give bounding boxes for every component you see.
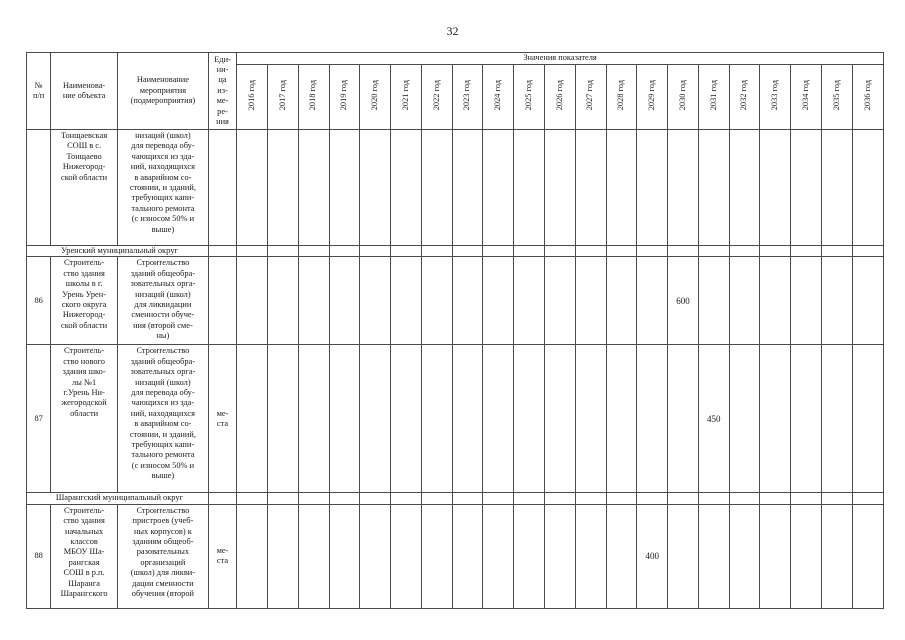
value-cell xyxy=(360,345,391,493)
section-empty-cell xyxy=(514,246,545,257)
header-year-label: 2030 год xyxy=(677,80,687,111)
value-cell xyxy=(575,257,606,345)
unit-cell: ме- ста xyxy=(208,345,236,493)
value-cell xyxy=(575,345,606,493)
section-empty-cell xyxy=(237,246,268,257)
value-cell xyxy=(483,257,514,345)
value-cell xyxy=(329,257,360,345)
value-cell xyxy=(452,504,483,608)
header-year-cell xyxy=(452,65,483,130)
header-year-label: 2035 год xyxy=(831,80,841,111)
table-row xyxy=(27,257,884,345)
value-cell xyxy=(360,257,391,345)
header-year-label: 2033 год xyxy=(770,80,780,111)
event-name-cell: Строительство пристроев (учеб- ных корпусов) к зданиям общеоб- разовательных организаций (школ) для ликви- дации сменности обучения (второй xyxy=(117,504,208,608)
section-empty-cell xyxy=(760,493,791,504)
section-empty-cell xyxy=(822,246,853,257)
header-year-label: 2022 год xyxy=(431,80,441,111)
row-number-cell xyxy=(27,130,51,246)
value-cell xyxy=(822,130,853,246)
value-cell xyxy=(391,345,422,493)
value-cell xyxy=(760,345,791,493)
value-cell xyxy=(852,345,883,493)
value-cell xyxy=(760,257,791,345)
value-cell xyxy=(483,345,514,493)
header-year-label: 2018 год xyxy=(308,80,318,111)
value-cell xyxy=(237,130,268,246)
header-year-cell xyxy=(852,65,883,130)
value-cell xyxy=(237,257,268,345)
header-year-label: 2016 год xyxy=(246,80,256,111)
value-cell xyxy=(391,257,422,345)
header-year-cell xyxy=(514,65,545,130)
value-cell xyxy=(514,345,545,493)
value-cell xyxy=(606,504,637,608)
value-cell xyxy=(514,257,545,345)
value-cell xyxy=(298,130,329,246)
section-empty-cell xyxy=(237,493,268,504)
section-empty-cell xyxy=(698,493,729,504)
section-row xyxy=(27,246,884,257)
value-cell xyxy=(852,257,883,345)
value-cell xyxy=(452,257,483,345)
header-year-cell xyxy=(575,65,606,130)
header-year-cell xyxy=(298,65,329,130)
value-cell xyxy=(360,130,391,246)
indicator-table xyxy=(26,52,884,609)
section-empty-cell xyxy=(637,246,668,257)
table-row xyxy=(27,130,884,246)
value-cell xyxy=(237,345,268,493)
value-cell xyxy=(267,130,298,246)
header-year-label: 2028 год xyxy=(616,80,626,111)
value-cell xyxy=(575,504,606,608)
header-year-label: 2026 год xyxy=(554,80,564,111)
section-empty-cell xyxy=(544,246,575,257)
section-empty-cell xyxy=(606,493,637,504)
value-cell: 450 xyxy=(698,345,729,493)
section-empty-cell xyxy=(452,493,483,504)
unit-cell xyxy=(208,130,236,246)
header-year-cell xyxy=(237,65,268,130)
value-cell xyxy=(452,130,483,246)
section-empty-cell xyxy=(575,246,606,257)
section-empty-cell xyxy=(637,493,668,504)
section-row xyxy=(27,493,884,504)
table-row xyxy=(27,504,884,608)
value-cell xyxy=(391,504,422,608)
value-cell xyxy=(606,257,637,345)
value-cell xyxy=(668,130,699,246)
header-year-label: 2032 год xyxy=(739,80,749,111)
section-empty-cell xyxy=(606,246,637,257)
value-cell xyxy=(606,130,637,246)
section-empty-cell xyxy=(668,493,699,504)
header-year-label: 2021 год xyxy=(400,80,410,111)
object-name-cell: Строитель- ство нового здания шко- лы №1 г.Урень Ни- жегородской области xyxy=(51,345,118,493)
value-cell xyxy=(298,345,329,493)
header-year-cell xyxy=(637,65,668,130)
section-empty-cell xyxy=(544,493,575,504)
value-cell xyxy=(822,345,853,493)
header-object-cell: Наименова- ние объекта xyxy=(51,53,118,130)
unit-cell: ме- ста xyxy=(208,504,236,608)
section-empty-cell xyxy=(668,246,699,257)
page-number: 32 xyxy=(446,24,459,38)
header-year-label: 2029 год xyxy=(647,80,656,111)
value-cell xyxy=(483,504,514,608)
header-year-label: 2034 год xyxy=(800,80,810,111)
header-year-cell xyxy=(791,65,822,130)
event-name-cell: Строительство зданий общеобра- зовательных орга- низаций (школ) для ликвидации сменности обуче- ния (второй сме- ны) xyxy=(117,257,208,345)
header-year-label: 2024 год xyxy=(493,80,503,111)
value-cell xyxy=(514,130,545,246)
section-empty-cell xyxy=(329,493,360,504)
section-empty-cell xyxy=(391,493,422,504)
value-cell xyxy=(360,504,391,608)
section-empty-cell xyxy=(483,493,514,504)
value-cell xyxy=(298,257,329,345)
value-cell xyxy=(329,345,360,493)
value-cell xyxy=(698,504,729,608)
value-cell xyxy=(267,257,298,345)
value-cell xyxy=(729,504,760,608)
value-cell xyxy=(760,504,791,608)
section-empty-cell xyxy=(483,246,514,257)
header-year-cell xyxy=(698,65,729,130)
value-cell: 600 xyxy=(668,257,699,345)
value-cell xyxy=(698,130,729,246)
section-empty-cell xyxy=(298,246,329,257)
header-year-label: 2023 год xyxy=(462,80,472,111)
section-empty-cell xyxy=(421,493,452,504)
section-empty-cell xyxy=(852,246,883,257)
value-cell xyxy=(698,257,729,345)
value-cell xyxy=(729,130,760,246)
value-cell xyxy=(606,345,637,493)
value-cell xyxy=(760,130,791,246)
value-cell xyxy=(329,504,360,608)
header-year-cell xyxy=(822,65,853,130)
value-cell xyxy=(668,504,699,608)
section-empty-cell xyxy=(329,246,360,257)
header-year-label: 2017 год xyxy=(277,80,287,111)
value-cell xyxy=(544,130,575,246)
section-empty-cell xyxy=(698,246,729,257)
section-empty-cell xyxy=(514,493,545,504)
header-unit-cell: Еди- ни- ца из- ме- ре- ния xyxy=(208,53,236,130)
value-cell xyxy=(544,257,575,345)
section-label: Шарангский муниципальный округ xyxy=(27,493,209,504)
value-cell xyxy=(452,345,483,493)
value-cell xyxy=(822,257,853,345)
value-cell: 400 xyxy=(637,504,668,608)
header-year-cell xyxy=(360,65,391,130)
section-empty-cell xyxy=(360,493,391,504)
object-name-cell: Тонщаевская СОШ в с. Тонщаево Нижегород- ской области xyxy=(51,130,118,246)
row-number-cell: 87 xyxy=(27,345,51,493)
value-cell xyxy=(237,504,268,608)
table-row xyxy=(27,345,884,493)
section-empty-cell xyxy=(391,246,422,257)
header-year-label: 2027 год xyxy=(585,80,595,111)
value-cell xyxy=(544,345,575,493)
header-year-cell xyxy=(421,65,452,130)
section-empty-cell xyxy=(822,493,853,504)
section-empty-cell xyxy=(360,246,391,257)
header-year-label: 2036 год xyxy=(862,80,872,111)
value-cell xyxy=(575,130,606,246)
section-empty-cell xyxy=(791,246,822,257)
value-cell xyxy=(421,504,452,608)
header-year-cell xyxy=(267,65,298,130)
event-name-cell: Строительство зданий общеобра- зовательных орга- низаций (школ) для перевода обу- чающихся из зда- ний, находящихся в аварийном со- стоянии, и зданий, требующих капи- тального ремонта (с износом 50% и выше) xyxy=(117,345,208,493)
object-name-cell: Строитель- ство здания начальных классов МБОУ Ша- рангская СОШ в р.п. Шаранга Шарангского xyxy=(51,504,118,608)
value-cell xyxy=(421,345,452,493)
header-year-cell xyxy=(329,65,360,130)
row-number-cell: 86 xyxy=(27,257,51,345)
value-cell xyxy=(729,257,760,345)
header-year-label: 2020 год xyxy=(369,80,379,111)
value-cell xyxy=(298,504,329,608)
value-cell xyxy=(329,130,360,246)
row-number-cell: 88 xyxy=(27,504,51,608)
header-year-cell xyxy=(760,65,791,130)
section-empty-cell xyxy=(575,493,606,504)
value-cell xyxy=(852,130,883,246)
value-cell xyxy=(637,130,668,246)
section-empty-cell xyxy=(208,246,236,257)
header-event-cell: Наименование мероприятия (подмероприятия) xyxy=(117,53,208,130)
section-empty-cell xyxy=(729,246,760,257)
value-cell xyxy=(544,504,575,608)
value-cell xyxy=(514,504,545,608)
section-empty-cell xyxy=(298,493,329,504)
value-cell xyxy=(822,504,853,608)
value-cell xyxy=(791,130,822,246)
value-cell xyxy=(852,504,883,608)
section-empty-cell xyxy=(729,493,760,504)
value-cell xyxy=(267,345,298,493)
value-cell xyxy=(791,504,822,608)
header-year-cell xyxy=(668,65,699,130)
object-name-cell: Строитель- ство здания школы в г. Урень Урен- ского округа Нижегород- ской области xyxy=(51,257,118,345)
value-cell xyxy=(791,257,822,345)
section-label: Уренский муниципальный округ xyxy=(27,246,209,257)
value-cell xyxy=(637,257,668,345)
header-values-cell: Значения показателя xyxy=(237,53,884,65)
section-empty-cell xyxy=(208,493,236,504)
header-year-cell xyxy=(606,65,637,130)
header-num-cell: № п/п xyxy=(27,53,51,130)
value-cell xyxy=(267,504,298,608)
header-year-cell xyxy=(729,65,760,130)
section-empty-cell xyxy=(852,493,883,504)
value-cell xyxy=(637,345,668,493)
header-year-label: 2031 год xyxy=(708,80,718,111)
header-year-cell xyxy=(483,65,514,130)
section-empty-cell xyxy=(267,246,298,257)
event-name-cell: низаций (школ) для перевода обу- чающихся из зда- ний, находящихся в аварийном со- стоянии, и зданий, требующих капи- тального ремонта (с износом 50% и выше) xyxy=(117,130,208,246)
value-cell xyxy=(391,130,422,246)
section-empty-cell xyxy=(421,246,452,257)
value-cell xyxy=(421,257,452,345)
header-year-cell xyxy=(391,65,422,130)
section-empty-cell xyxy=(452,246,483,257)
header-year-cell xyxy=(544,65,575,130)
value-cell xyxy=(729,345,760,493)
value-cell xyxy=(791,345,822,493)
unit-cell xyxy=(208,257,236,345)
section-empty-cell xyxy=(760,246,791,257)
value-cell xyxy=(668,345,699,493)
section-empty-cell xyxy=(791,493,822,504)
value-cell xyxy=(421,130,452,246)
section-empty-cell xyxy=(267,493,298,504)
header-year-label: 2025 год xyxy=(523,80,533,111)
header-year-label: 2019 год xyxy=(339,80,349,111)
value-cell xyxy=(483,130,514,246)
